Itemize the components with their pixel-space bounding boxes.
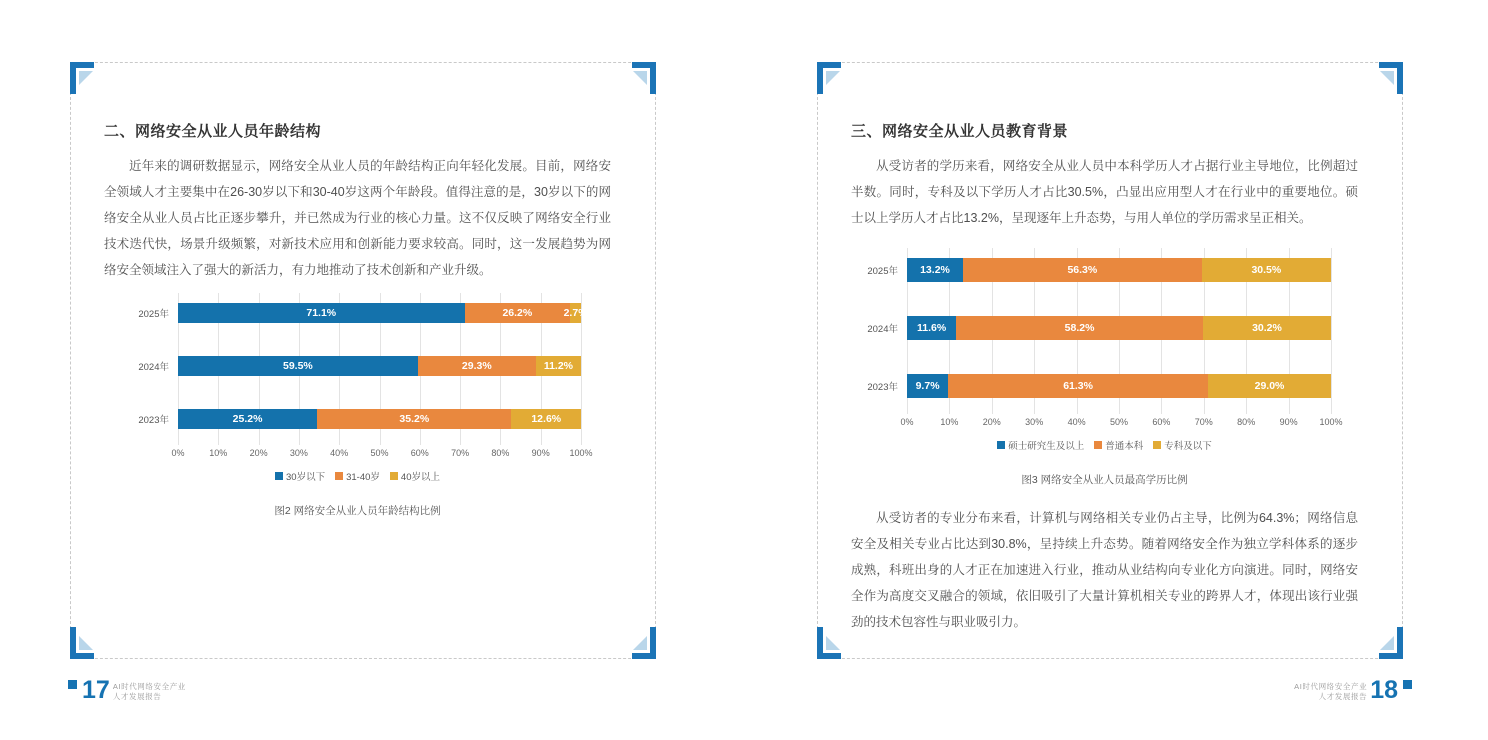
- legend-label: 硕士研究生及以上: [1008, 441, 1085, 452]
- bar-segment-普通本科: [956, 316, 1203, 340]
- bar-value-label: 29.0%: [1254, 380, 1285, 392]
- bar-segment-40岁以上: [511, 409, 581, 429]
- bar-value-label: 12.6%: [531, 413, 562, 425]
- x-axis-tick: 30%: [1025, 417, 1044, 427]
- bar-value-label: 59.5%: [283, 360, 313, 372]
- footer-accent-square: [1403, 680, 1412, 689]
- bar-segment-30岁以下: [178, 409, 317, 429]
- x-axis-tick: 60%: [1152, 417, 1171, 427]
- legend-swatch-icon: [1094, 441, 1102, 449]
- bar-value-label: 11.2%: [543, 360, 574, 372]
- chart-legend: [851, 438, 1358, 452]
- bar-value-label: 26.2%: [502, 307, 533, 319]
- page-18-content: [818, 63, 1402, 658]
- x-axis: [900, 417, 1343, 432]
- legend-item-硕士研究生及以上: [997, 438, 1084, 452]
- x-axis-tick: 10%: [940, 417, 959, 427]
- chart-legend: [104, 469, 611, 483]
- legend-label: 普通本科: [1105, 441, 1144, 452]
- education-paragraph-2: 从受访者的专业分布来看，计算机与网络相关专业仍占主导，比例为64.3%；网络信息安全及相关专业占比达到30.8%，呈持续上升态势。随着网络安全作为独立学科体系的逐步成熟，科班出身的人才正在加速进入行业，推动从业结构向专业化方向演进。同时，网络安全作为高度交叉融合的领域，依旧吸引了大量计算机相关专业的跨界人才，体现出该行业强劲的技术包容性与职业吸引力。: [851, 511, 1358, 629]
- bar-segment-40岁以上: [563, 303, 588, 323]
- bar-segment-30岁以下: [178, 303, 465, 323]
- category-label: 2024年: [867, 324, 898, 335]
- bar-row-2023年: [867, 374, 1331, 398]
- x-axis-tick: 60%: [410, 448, 429, 458]
- x-axis-tick: 90%: [1279, 417, 1298, 427]
- category-label: 2025年: [138, 309, 169, 320]
- footer-accent-square: [68, 680, 77, 689]
- footer-page-17: [68, 678, 186, 702]
- education-level-chart-caption: 图3 网络安全从业人员最高学历比例: [1021, 474, 1188, 486]
- category-label: 2024年: [138, 362, 169, 373]
- x-axis-tick: 40%: [1067, 417, 1086, 427]
- bar-segment-专科及以下: [1203, 316, 1331, 340]
- plot-area: [867, 248, 1331, 414]
- age-structure-chart: [104, 293, 611, 483]
- x-axis-tick: 40%: [330, 448, 349, 458]
- x-axis-tick: 100%: [1319, 417, 1343, 427]
- bar-segment-专科及以下: [1202, 258, 1331, 282]
- bar-value-label: 71.1%: [306, 307, 337, 319]
- legend-label: 30岁以下: [286, 472, 326, 483]
- x-axis-tick: 10%: [209, 448, 228, 458]
- bar-value-label: 61.3%: [1063, 380, 1093, 392]
- bar-value-label: 30.2%: [1252, 322, 1282, 334]
- footer-page-18: [1294, 678, 1412, 702]
- legend-swatch-icon: [275, 472, 283, 480]
- bar-row-2024年: [138, 356, 581, 376]
- bar-segment-硕士研究生及以上: [907, 316, 956, 340]
- legend-item-30岁以下: [275, 469, 325, 483]
- x-axis-tick: 80%: [1237, 417, 1256, 427]
- category-label: 2025年: [867, 266, 898, 277]
- category-label: 2023年: [138, 415, 169, 426]
- legend-item-31-40岁: [335, 469, 380, 483]
- page-17: [70, 62, 656, 659]
- x-axis-tick: 70%: [1194, 417, 1213, 427]
- x-axis-tick: 0%: [900, 417, 914, 427]
- bar-segment-31-40岁: [317, 409, 511, 429]
- x-axis-tick: 100%: [569, 448, 593, 458]
- bar-segment-31-40岁: [465, 303, 571, 323]
- age-structure-paragraph: 近年来的调研数据显示，网络安全从业人员的年龄结构正向年轻化发展。目前，网络安全领域人才主要集中在26-30岁以下和30-40岁这两个年龄段。值得注意的是，30岁以下的网络安全从业人员占比正逐步攀升，并已然成为行业的核心力量。这不仅反映了网络安全行业技术迭代快，场景升级频繁，对新技术应用和创新能力要求较高。同时，这一发展趋势为网络安全领域注入了强大的新活力，有力地推动了技术创新和产业升级。: [104, 159, 611, 277]
- x-axis-tick: 20%: [982, 417, 1001, 427]
- bar-value-label: 2.7%: [563, 307, 588, 319]
- bar-value-label: 11.6%: [916, 322, 947, 334]
- bar-row-2025年: [138, 303, 588, 323]
- bar-row-2025年: [867, 258, 1331, 282]
- legend-label: 专科及以下: [1164, 441, 1212, 452]
- x-axis-tick: 0%: [171, 448, 185, 458]
- bar-row-2023年: [138, 409, 581, 429]
- legend-swatch-icon: [335, 472, 343, 480]
- x-axis-tick: 30%: [289, 448, 308, 458]
- bar-value-label: 13.2%: [920, 264, 950, 276]
- bar-value-label: 30.5%: [1251, 264, 1282, 276]
- age-structure-chart-caption: 图2 网络安全从业人员年龄结构比例: [274, 505, 441, 517]
- bar-row-2024年: [867, 316, 1331, 340]
- section-heading-education-background: 三、网络安全从业人员教育背景: [851, 123, 1069, 140]
- x-axis-tick: 50%: [1109, 417, 1129, 427]
- bar-segment-普通本科: [948, 374, 1208, 398]
- gridline: [1331, 248, 1332, 414]
- report-title: AI时代网络安全产业 人才发展报告: [1294, 682, 1368, 701]
- bar-segment-普通本科: [963, 258, 1202, 282]
- section-heading-age-structure: 二、网络安全从业人员年龄结构: [104, 123, 322, 140]
- bar-segment-30岁以下: [178, 356, 418, 376]
- legend-label: 31-40岁: [346, 472, 380, 483]
- bar-value-label: 56.3%: [1067, 264, 1098, 276]
- x-axis-tick: 20%: [249, 448, 268, 458]
- education-level-chart: [851, 248, 1358, 452]
- bar-segment-硕士研究生及以上: [907, 374, 948, 398]
- bar-value-label: 9.7%: [915, 380, 940, 392]
- legend-swatch-icon: [1153, 441, 1161, 449]
- bar-value-label: 58.2%: [1064, 322, 1095, 334]
- x-axis-tick: 50%: [370, 448, 389, 458]
- legend-swatch-icon: [997, 441, 1005, 449]
- legend-label: 40岁以上: [400, 472, 440, 483]
- report-title: AI时代网络安全产业 人才发展报告: [112, 682, 186, 701]
- bar-segment-31-40岁: [418, 356, 536, 376]
- bar-value-label: 29.3%: [461, 360, 492, 372]
- bar-value-label: 25.2%: [232, 413, 263, 425]
- bar-segment-硕士研究生及以上: [907, 258, 963, 282]
- x-axis-tick: 90%: [531, 448, 550, 458]
- bar-segment-专科及以下: [1208, 374, 1331, 398]
- legend-item-40岁以上: [390, 469, 440, 483]
- education-paragraph-1: 从受访者的学历来看，网络安全从业人员中本科学历人才占据行业主导地位，比例超过半数。同时，专科及以下学历人才占比30.5%，凸显出应用型人才在行业中的重要地位。硕士以上学历人才占比13.2%，呈现逐年上升态势，与用人单位的学历需求呈正相关。: [851, 159, 1358, 225]
- bar-value-label: 35.2%: [399, 413, 430, 425]
- bar-segment-40岁以上: [536, 356, 581, 376]
- plot-area: [138, 293, 588, 445]
- page-17-content: [71, 63, 655, 658]
- x-axis: [171, 448, 593, 463]
- x-axis-tick: 70%: [451, 448, 470, 458]
- page-18: [817, 62, 1403, 659]
- x-axis-tick: 80%: [491, 448, 510, 458]
- page-number: 18: [1370, 676, 1398, 704]
- legend-item-普通本科: [1094, 438, 1143, 452]
- category-label: 2023年: [867, 382, 898, 393]
- legend-item-专科及以下: [1153, 438, 1212, 452]
- legend-swatch-icon: [390, 472, 398, 480]
- page-number: 17: [82, 676, 110, 704]
